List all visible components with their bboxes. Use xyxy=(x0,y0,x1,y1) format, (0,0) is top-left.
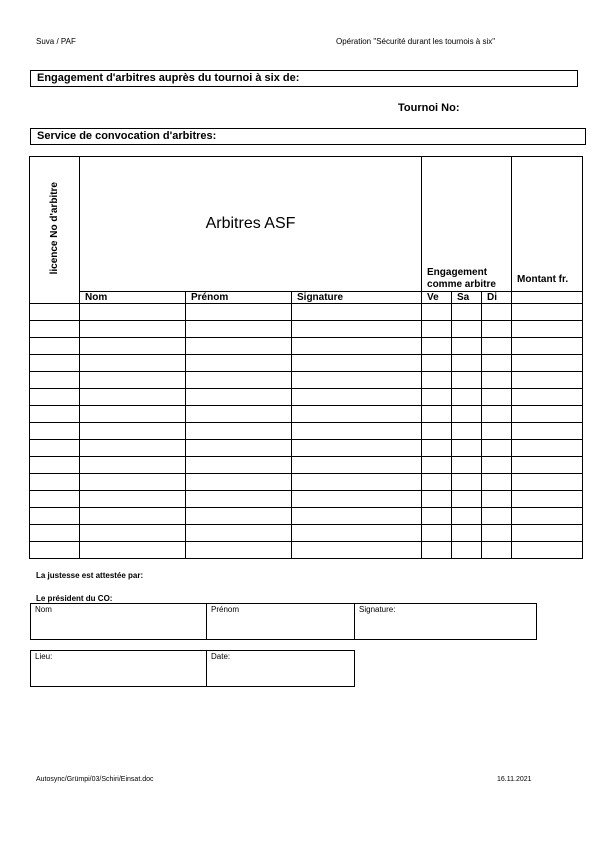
cell-sa[interactable] xyxy=(452,355,482,372)
table-row xyxy=(30,338,583,355)
cell-sa[interactable] xyxy=(452,542,482,559)
president-signature-table xyxy=(30,603,537,640)
cell-licence[interactable] xyxy=(30,372,80,389)
cell-signature[interactable] xyxy=(292,423,422,440)
engagement-box: Engagement d'arbitres auprès du tournoi à six de: xyxy=(30,70,578,87)
cell-licence[interactable] xyxy=(30,474,80,491)
cell-prenom[interactable] xyxy=(186,491,292,508)
table-row xyxy=(30,525,583,542)
engagement-label-1: Engagement xyxy=(427,267,488,278)
cell-signature[interactable] xyxy=(292,491,422,508)
cell-ve[interactable] xyxy=(422,525,452,542)
cell-montant[interactable] xyxy=(512,321,583,338)
footer-left: Autosync/Grümpi/03/Schiri/Einsat.doc xyxy=(36,776,154,783)
montant-header: Montant fr. xyxy=(517,274,569,285)
cell-signature[interactable] xyxy=(292,457,422,474)
cell-di[interactable] xyxy=(482,406,512,423)
cell-prenom[interactable] xyxy=(186,423,292,440)
cell-nom[interactable] xyxy=(80,321,186,338)
cell-montant[interactable] xyxy=(512,406,583,423)
cell-di[interactable] xyxy=(482,355,512,372)
cell-ve[interactable] xyxy=(422,389,452,406)
tournoi-no-label: Tournoi No: xyxy=(398,102,460,114)
cell-nom[interactable] xyxy=(80,406,186,423)
place-date-table xyxy=(30,650,355,687)
cell-montant[interactable] xyxy=(512,474,583,491)
cell-prenom[interactable] xyxy=(186,355,292,372)
cell-signature[interactable] xyxy=(292,389,422,406)
cell-di[interactable] xyxy=(482,423,512,440)
cell-montant[interactable] xyxy=(512,508,583,525)
cell-prenom[interactable] xyxy=(186,338,292,355)
president-label: Le président du CO: xyxy=(36,594,113,603)
table-row xyxy=(30,304,583,321)
cell-di[interactable] xyxy=(482,508,512,525)
president-nom-field[interactable]: Nom xyxy=(31,604,207,640)
cell-prenom[interactable] xyxy=(186,457,292,474)
cell-signature[interactable] xyxy=(292,406,422,423)
cell-sa[interactable] xyxy=(452,508,482,525)
cell-sa[interactable] xyxy=(452,321,482,338)
cell-di[interactable] xyxy=(482,525,512,542)
cell-sa[interactable] xyxy=(452,389,482,406)
footer-right: 16.11.2021 xyxy=(497,776,532,783)
cell-sa[interactable] xyxy=(452,525,482,542)
col-signature: Signature xyxy=(292,292,422,304)
cell-ve[interactable] xyxy=(422,457,452,474)
cell-signature[interactable] xyxy=(292,440,422,457)
cell-montant[interactable] xyxy=(512,525,583,542)
cell-licence[interactable] xyxy=(30,321,80,338)
cell-licence[interactable] xyxy=(30,338,80,355)
cell-ve[interactable] xyxy=(422,338,452,355)
service-box: Service de convocation d'arbitres: xyxy=(30,128,586,145)
cell-licence[interactable] xyxy=(30,406,80,423)
arbitres-header-cell xyxy=(80,157,422,292)
cell-ve[interactable] xyxy=(422,508,452,525)
table-row xyxy=(30,457,583,474)
cell-licence[interactable] xyxy=(30,542,80,559)
table-row xyxy=(30,406,583,423)
cell-nom[interactable] xyxy=(80,457,186,474)
table-row xyxy=(30,491,583,508)
cell-nom[interactable] xyxy=(80,338,186,355)
cell-ve[interactable] xyxy=(422,474,452,491)
cell-prenom[interactable] xyxy=(186,508,292,525)
cell-montant[interactable] xyxy=(512,423,583,440)
cell-montant[interactable] xyxy=(512,457,583,474)
cell-montant[interactable] xyxy=(512,304,583,321)
col-prenom: Prénom xyxy=(186,292,292,304)
cell-nom[interactable] xyxy=(80,355,186,372)
cell-montant[interactable] xyxy=(512,491,583,508)
table-row xyxy=(30,542,583,559)
table-row xyxy=(30,389,583,406)
cell-ve[interactable] xyxy=(422,355,452,372)
cell-signature[interactable] xyxy=(292,372,422,389)
cell-licence[interactable] xyxy=(30,491,80,508)
cell-ve[interactable] xyxy=(422,440,452,457)
cell-di[interactable] xyxy=(482,474,512,491)
cell-di[interactable] xyxy=(482,389,512,406)
col-di: Di xyxy=(482,292,512,304)
engagement-header-cell xyxy=(422,157,512,292)
table-row xyxy=(30,423,583,440)
cell-licence[interactable] xyxy=(30,355,80,372)
cell-prenom[interactable] xyxy=(186,389,292,406)
cell-di[interactable] xyxy=(482,321,512,338)
cell-montant[interactable] xyxy=(512,542,583,559)
cell-montant[interactable] xyxy=(512,389,583,406)
cell-di[interactable] xyxy=(482,491,512,508)
cell-montant[interactable] xyxy=(512,372,583,389)
cell-prenom[interactable] xyxy=(186,474,292,491)
cell-signature[interactable] xyxy=(292,338,422,355)
arbitres-title: Arbitres ASF xyxy=(205,215,296,232)
cell-signature[interactable] xyxy=(292,321,422,338)
cell-nom[interactable] xyxy=(80,372,186,389)
col-sa: Sa xyxy=(452,292,482,304)
licence-header: licence No d'arbitre xyxy=(49,182,60,275)
cell-sa[interactable] xyxy=(452,304,482,321)
cell-signature[interactable] xyxy=(292,474,422,491)
cell-sa[interactable] xyxy=(452,474,482,491)
cell-prenom[interactable] xyxy=(186,372,292,389)
cell-nom[interactable] xyxy=(80,542,186,559)
table-row xyxy=(30,474,583,491)
cell-sa[interactable] xyxy=(452,406,482,423)
cell-ve[interactable] xyxy=(422,542,452,559)
cell-di[interactable] xyxy=(482,372,512,389)
cell-sa[interactable] xyxy=(452,338,482,355)
table-row xyxy=(30,372,583,389)
cell-prenom[interactable] xyxy=(186,321,292,338)
cell-nom[interactable] xyxy=(80,304,186,321)
cell-nom[interactable] xyxy=(80,525,186,542)
cell-montant[interactable] xyxy=(512,355,583,372)
header-left: Suva / PAF xyxy=(36,37,76,46)
table-row xyxy=(30,508,583,525)
cell-signature[interactable] xyxy=(292,542,422,559)
arbitres-table xyxy=(29,156,583,559)
header-right: Opération "Sécurité durant les tournois à six" xyxy=(336,37,496,46)
cell-di[interactable] xyxy=(482,457,512,474)
cell-sa[interactable] xyxy=(452,457,482,474)
cell-ve[interactable] xyxy=(422,304,452,321)
cell-prenom[interactable] xyxy=(186,406,292,423)
table-body xyxy=(30,304,583,559)
montant-header-cell xyxy=(512,157,583,292)
cell-sa[interactable] xyxy=(452,440,482,457)
cell-di[interactable] xyxy=(482,542,512,559)
cell-licence[interactable] xyxy=(30,389,80,406)
cell-signature[interactable] xyxy=(292,525,422,542)
lieu-field[interactable]: Lieu: xyxy=(31,651,207,687)
cell-prenom[interactable] xyxy=(186,440,292,457)
cell-licence[interactable] xyxy=(30,525,80,542)
cell-nom[interactable] xyxy=(80,440,186,457)
cell-nom[interactable] xyxy=(80,474,186,491)
attest-label: La justesse est attestée par: xyxy=(36,571,144,580)
cell-ve[interactable] xyxy=(422,406,452,423)
cell-ve[interactable] xyxy=(422,372,452,389)
cell-di[interactable] xyxy=(482,304,512,321)
cell-prenom[interactable] xyxy=(186,525,292,542)
cell-licence[interactable] xyxy=(30,508,80,525)
president-signature-field[interactable]: Signature: xyxy=(355,604,537,640)
cell-nom[interactable] xyxy=(80,508,186,525)
cell-signature[interactable] xyxy=(292,508,422,525)
licence-header-cell xyxy=(30,157,80,304)
cell-montant[interactable] xyxy=(512,338,583,355)
cell-licence[interactable] xyxy=(30,440,80,457)
cell-ve[interactable] xyxy=(422,321,452,338)
cell-signature[interactable] xyxy=(292,355,422,372)
table-row xyxy=(30,440,583,457)
cell-nom[interactable] xyxy=(80,389,186,406)
date-field[interactable]: Date: xyxy=(207,651,355,687)
cell-di[interactable] xyxy=(482,440,512,457)
table-row xyxy=(30,321,583,338)
col-montant xyxy=(512,292,583,304)
cell-nom[interactable] xyxy=(80,491,186,508)
cell-di[interactable] xyxy=(482,338,512,355)
engagement-label-2: comme arbitre xyxy=(427,279,496,290)
cell-prenom[interactable] xyxy=(186,304,292,321)
cell-signature[interactable] xyxy=(292,304,422,321)
cell-nom[interactable] xyxy=(80,423,186,440)
cell-licence[interactable] xyxy=(30,457,80,474)
president-prenom-field[interactable]: Prénom xyxy=(207,604,355,640)
cell-licence[interactable] xyxy=(30,423,80,440)
col-ve: Ve xyxy=(422,292,452,304)
cell-licence[interactable] xyxy=(30,304,80,321)
cell-ve[interactable] xyxy=(422,423,452,440)
cell-sa[interactable] xyxy=(452,491,482,508)
cell-sa[interactable] xyxy=(452,372,482,389)
col-nom: Nom xyxy=(80,292,186,304)
cell-montant[interactable] xyxy=(512,440,583,457)
cell-ve[interactable] xyxy=(422,491,452,508)
cell-prenom[interactable] xyxy=(186,542,292,559)
table-row xyxy=(30,355,583,372)
cell-sa[interactable] xyxy=(452,423,482,440)
